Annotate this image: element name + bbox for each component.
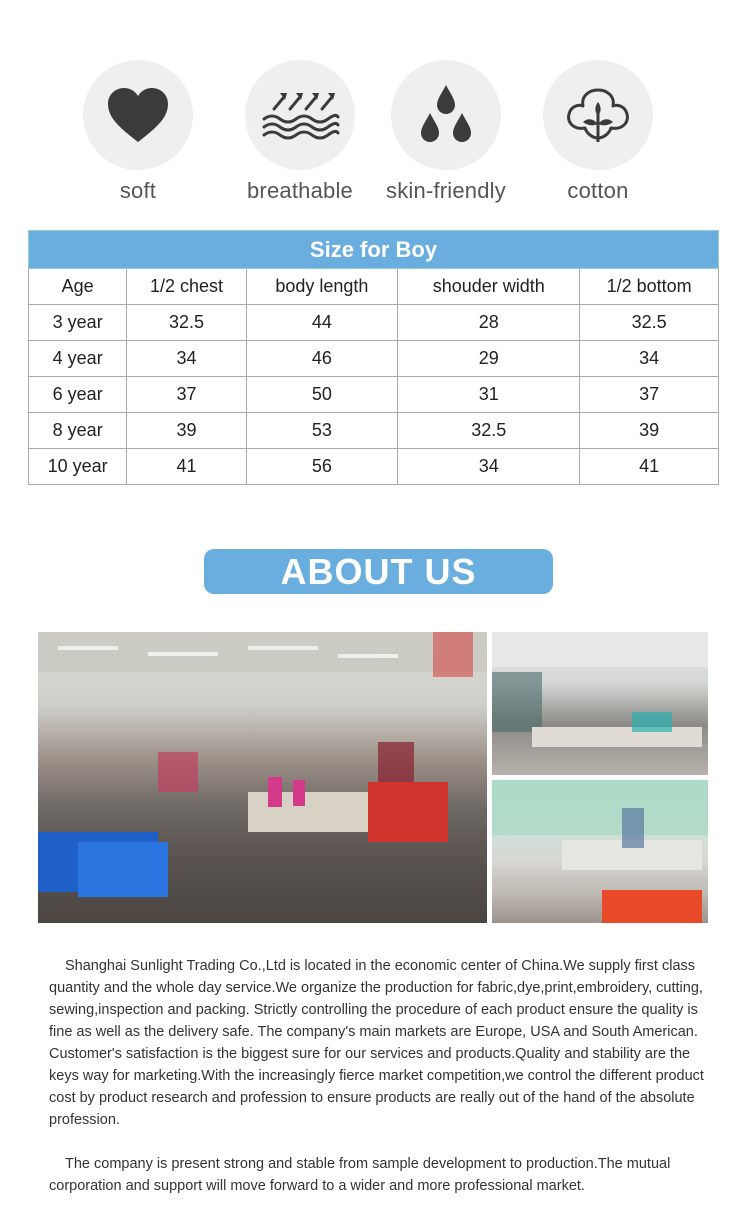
table-cell: 31 <box>398 377 580 413</box>
table-cell: 32.5 <box>580 305 719 341</box>
feature-circle <box>83 60 193 170</box>
table-row <box>29 305 719 341</box>
table-cell: 6 year <box>29 377 127 413</box>
table-cell: 53 <box>246 413 398 449</box>
factory-photo-top-right <box>492 632 708 775</box>
feature-circle <box>543 60 653 170</box>
airflow-icon <box>260 87 340 143</box>
about-us-heading: ABOUT US <box>204 549 553 594</box>
factory-photo-main <box>38 632 487 923</box>
table-cell: 46 <box>246 341 398 377</box>
about-us-description <box>49 955 714 1219</box>
table-cell: 41 <box>127 449 246 485</box>
feature-circle <box>391 60 501 170</box>
feature-cotton <box>518 60 678 204</box>
table-cell: 4 year <box>29 341 127 377</box>
table-cell: 34 <box>127 341 246 377</box>
table-cell: 56 <box>246 449 398 485</box>
table-cell: 3 year <box>29 305 127 341</box>
table-row <box>29 413 719 449</box>
table-cell: 10 year <box>29 449 127 485</box>
table-cell: 39 <box>127 413 246 449</box>
table-cell: 32.5 <box>127 305 246 341</box>
column-header: Age <box>29 269 127 305</box>
table-row <box>29 377 719 413</box>
feature-label: breathable <box>247 178 353 203</box>
table-cell: 39 <box>580 413 719 449</box>
table-cell: 44 <box>246 305 398 341</box>
feature-soft <box>58 60 218 204</box>
feature-label: soft <box>119 178 157 203</box>
table-cell: 32.5 <box>398 413 580 449</box>
feature-breathable <box>220 60 380 204</box>
table-cell: 41 <box>580 449 719 485</box>
table-row <box>29 449 719 485</box>
table-cell: 34 <box>398 449 580 485</box>
table-cell: 29 <box>398 341 580 377</box>
table-header-row <box>29 269 719 305</box>
size-table-title: Size for Boy <box>29 231 719 269</box>
droplets-icon <box>414 83 478 147</box>
about-paragraph: Shanghai Sunlight Trading Co.,Ltd is located in the economic center of China.We supply first class quantity and the whole day service.We organize the production for fabric,dye,print,embroidery, cutting, sewing,inspection and packing. Strictly controlling the procedure of each product ensure the quality is fine as well as the delivery safe. The company's main markets are Europe, USA and South American. Customer's satisfaction is the biggest sure for our services and products.Quality and stability are the keys way for marketing.With the increasingly fierce market competition,we control the different product cost by product research and profession to ensure products are really out of the hand of the absolute profession. <box>49 958 704 1128</box>
column-header: shouder width <box>398 269 580 305</box>
column-header: body length <box>246 269 398 305</box>
feature-skin-friendly <box>366 60 526 204</box>
table-cell: 50 <box>246 377 398 413</box>
feature-label: skin-friendly <box>386 178 506 203</box>
table-row <box>29 341 719 377</box>
column-header: 1/2 bottom <box>580 269 719 305</box>
factory-photo-bottom-right <box>492 780 708 923</box>
about-paragraph: The company is present strong and stable from sample development to production.The mutual corporation and support will move forward to a wider and more professional market. <box>49 1156 671 1194</box>
column-header: 1/2 chest <box>127 269 246 305</box>
size-table <box>28 230 719 485</box>
table-cell: 37 <box>127 377 246 413</box>
cotton-flower-icon <box>563 84 633 146</box>
table-cell: 34 <box>580 341 719 377</box>
feature-list <box>0 60 750 210</box>
feature-circle <box>245 60 355 170</box>
feature-label: cotton <box>567 178 629 203</box>
table-cell: 37 <box>580 377 719 413</box>
table-cell: 8 year <box>29 413 127 449</box>
heart-icon <box>106 86 170 144</box>
table-cell: 28 <box>398 305 580 341</box>
